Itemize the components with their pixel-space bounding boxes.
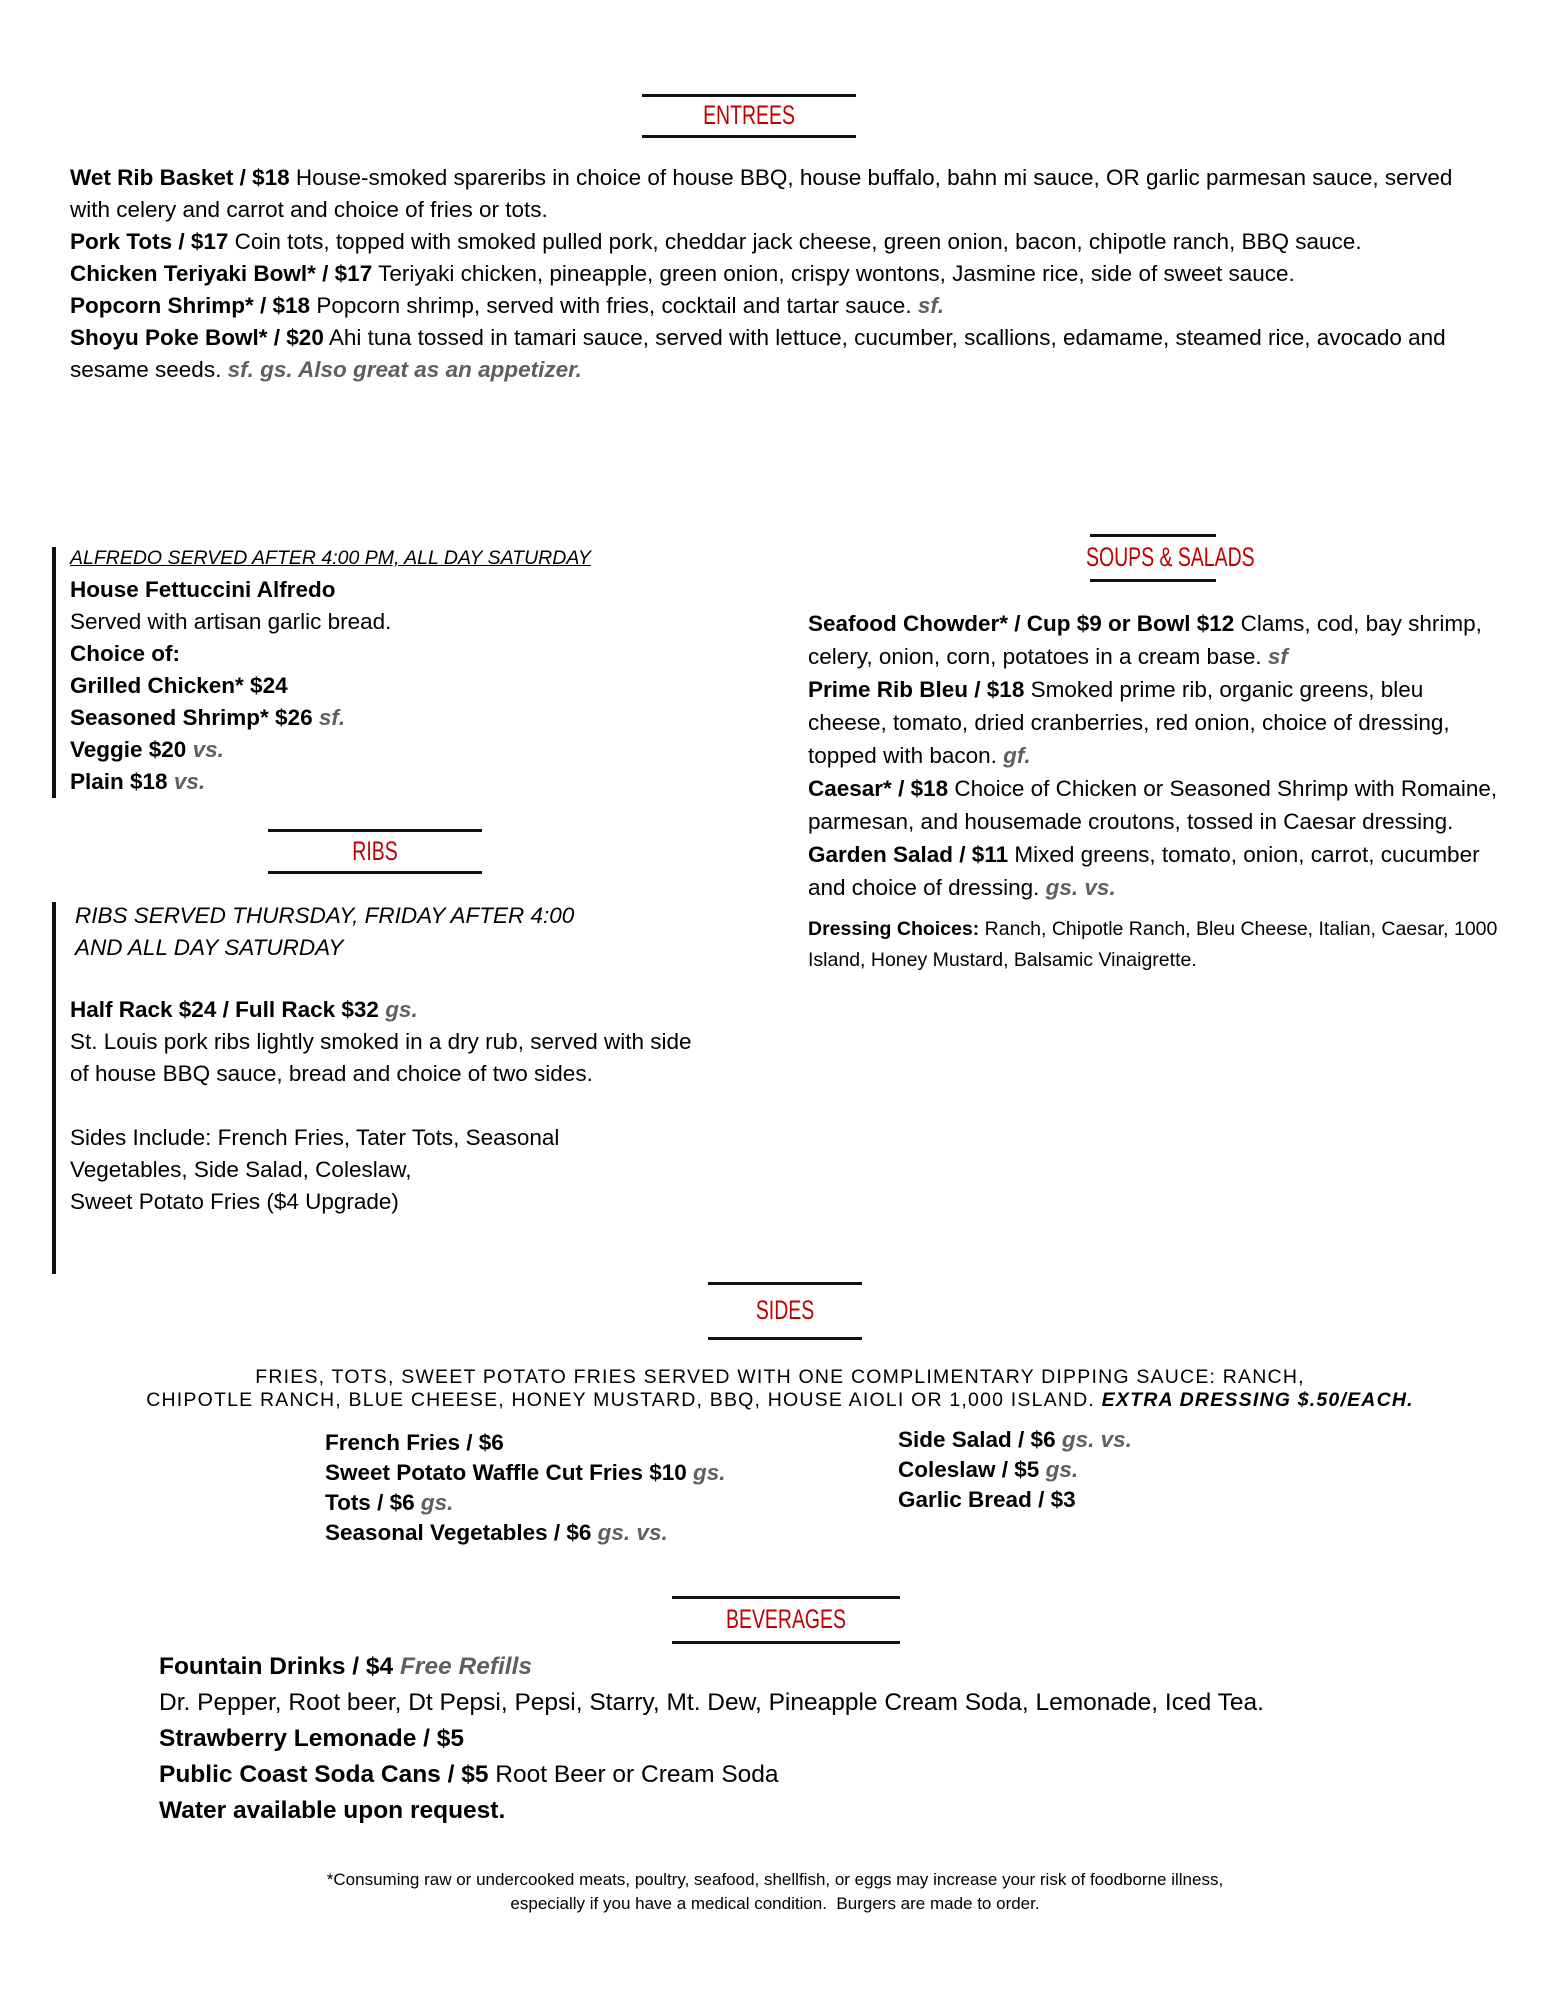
alfredo-choice-label: Choice of: — [70, 641, 180, 666]
heading-rule-bottom — [642, 135, 856, 138]
heading-rule-top — [268, 829, 482, 832]
diet-tag: gs. — [420, 1490, 454, 1515]
diet-tag: gf. — [1003, 743, 1031, 768]
item-name: Prime Rib Bleu / $18 — [808, 677, 1025, 702]
side-item — [898, 1485, 1298, 1515]
alfredo-option — [70, 702, 710, 734]
diet-tag: gs. — [1045, 1457, 1079, 1482]
side-item — [325, 1518, 845, 1548]
item-desc: Ahi tuna tossed in tamari sauce, served with lettuce, cucumber, scallions, edamame, steamed rice, avocado and sesame seeds. — [70, 325, 1446, 382]
ribs-sides-line: Sides Include: French Fries, Tater Tots, Seasonal — [70, 1125, 560, 1150]
alfredo-title: House Fettuccini Alfredo — [70, 577, 336, 602]
ribs-sides-line: Sweet Potato Fries ($4 Upgrade) — [70, 1189, 399, 1214]
footer-line: especially if you have a medical condition. Burgers are made to order. — [510, 1894, 1040, 1913]
alfredo-option — [70, 766, 710, 798]
alfredo-desc: Served with artisan garlic bread. — [70, 609, 392, 634]
entrees-heading-label: ENTREES — [703, 99, 795, 130]
fountain-list: Dr. Pepper, Root beer, Dt Pepsi, Pepsi, Starry, Mt. Dew, Pineapple Cream Soda, Lemonade, Iced Tea. — [159, 1689, 1264, 1716]
item-desc: House-smoked spareribs in choice of house BBQ, house buffalo, bahn mi sauce, OR garlic parmesan sauce, served with celery and carrot and choice of fries or tots. — [70, 165, 1453, 222]
entrees-list — [70, 162, 1490, 386]
sides-list-right — [898, 1425, 1298, 1515]
ribs-block — [75, 900, 715, 964]
heading-rule-bottom — [708, 1337, 862, 1340]
heading-rule-bottom — [672, 1641, 900, 1644]
diet-tag: sf. — [318, 705, 346, 730]
item-name: Side Salad / $6 — [898, 1427, 1056, 1452]
side-item — [325, 1428, 845, 1458]
item-name: Pork Tots / $17 — [70, 229, 229, 254]
heading-rule-top — [672, 1596, 900, 1599]
footer-line: *Consuming raw or undercooked meats, poultry, seafood, shellfish, or eggs may increase your risk of foodborne illness, — [326, 1870, 1224, 1889]
item-name: Chicken Teriyaki Bowl* / $17 — [70, 261, 373, 286]
diet-tag: vs. — [192, 737, 224, 762]
heading-rule-top — [1090, 534, 1216, 537]
item-name: Sweet Potato Waffle Cut Fries $10 — [325, 1460, 687, 1485]
sides-heading — [708, 1282, 862, 1340]
heading-rule-top — [708, 1282, 862, 1285]
sides-note — [40, 1366, 1520, 1412]
sides-note-line — [40, 1389, 1520, 1412]
item-name: Wet Rib Basket / $18 — [70, 165, 290, 190]
diet-tag: gs. — [385, 997, 418, 1022]
item-desc: Smoked prime rib, organic greens, bleu cheese, tomato, dried cranberries, red onion, choice of dressing, topped with bacon. — [808, 677, 1450, 768]
soup-item — [808, 772, 1498, 838]
option-name: Seasoned Shrimp* $26 — [70, 705, 313, 730]
footer-disclaimer — [200, 1868, 1350, 1916]
water-note: Water available upon request. — [159, 1797, 506, 1824]
entree-item — [70, 322, 1490, 386]
alfredo-option — [70, 734, 710, 766]
entree-item — [70, 226, 1490, 258]
option-name: Veggie $20 — [70, 737, 187, 762]
item-name: Public Coast Soda Cans / $5 — [159, 1761, 489, 1788]
entree-item — [70, 162, 1490, 226]
item-name: Popcorn Shrimp* / $18 — [70, 293, 311, 318]
entrees-heading — [642, 94, 856, 138]
heading-rule-bottom — [1090, 579, 1216, 582]
ribs-notice-line: AND ALL DAY SATURDAY — [75, 935, 344, 960]
side-item — [898, 1425, 1298, 1455]
item-desc: Choice of Chicken or Seasoned Shrimp with Romaine, parmesan, and housemade croutons, tossed in Caesar dressing. — [808, 776, 1498, 834]
dressing-choices — [808, 914, 1498, 976]
item-name: Tots / $6 — [325, 1490, 415, 1515]
alfredo-block — [70, 542, 710, 798]
ribs-notice-line: RIBS SERVED THURSDAY, FRIDAY AFTER 4:00 — [75, 903, 575, 928]
beverage-item — [159, 1757, 1459, 1793]
soups-heading — [1086, 534, 1255, 582]
diet-tag: sf. gs. Also great as an appetizer. — [227, 357, 582, 382]
beverages-heading-label: BEVERAGES — [726, 1603, 846, 1634]
beverage-item: Strawberry Lemonade / $5 — [159, 1725, 465, 1752]
beverage-item — [159, 1649, 1459, 1685]
item-name: French Fries / $6 — [325, 1430, 504, 1455]
ribs-left-bar — [52, 902, 56, 1274]
side-item — [325, 1458, 845, 1488]
item-name: Shoyu Poke Bowl* / $20 — [70, 325, 324, 350]
soup-item — [808, 607, 1498, 673]
soup-item — [808, 838, 1498, 904]
alfredo-option — [70, 670, 710, 702]
diet-tag: sf. — [917, 293, 945, 318]
diet-tag: gs. vs. — [1061, 1427, 1132, 1452]
item-name: Garden Salad / $11 — [808, 842, 1009, 867]
ribs-sides-line: Vegetables, Side Salad, Coleslaw, — [70, 1157, 412, 1182]
item-name: Coleslaw / $5 — [898, 1457, 1040, 1482]
diet-tag: vs. — [173, 769, 206, 794]
item-name: Seasonal Vegetables / $6 — [325, 1520, 592, 1545]
dressing-label: Dressing Choices: — [808, 918, 980, 940]
entree-item — [70, 258, 1490, 290]
side-item — [325, 1488, 845, 1518]
sides-list-left — [325, 1428, 845, 1548]
alfredo-left-bar — [52, 547, 56, 798]
item-desc: Coin tots, topped with smoked pulled pork, cheddar jack cheese, green onion, bacon, chipotle ranch, BBQ sauce. — [228, 229, 1362, 254]
diet-tag: gs. — [693, 1460, 726, 1485]
item-desc: Root Beer or Cream Soda — [488, 1761, 779, 1788]
beverages-heading — [672, 1596, 900, 1644]
side-item — [898, 1455, 1298, 1485]
soups-heading-label: SOUPS & SALADS — [1086, 541, 1255, 572]
sides-note-line: FRIES, TOTS, SWEET POTATO FRIES SERVED WITH ONE COMPLIMENTARY DIPPING SAUCE: RANCH, — [255, 1366, 1305, 1388]
ribs-desc: St. Louis pork ribs lightly smoked in a dry rub, served with side of house BBQ sauce, bread and choice of two sides. — [70, 1029, 692, 1086]
item-desc: Mixed greens, tomato, onion, carrot, cucumber and choice of dressing. — [808, 842, 1480, 900]
item-name: Caesar* / $18 — [808, 776, 949, 801]
item-desc: Clams, cod, bay shrimp, celery, onion, corn, potatoes in a cream base. — [808, 611, 1482, 669]
ribs-heading — [268, 829, 482, 874]
diet-tag: gs. vs. — [597, 1520, 668, 1545]
diet-tag: sf — [1267, 644, 1288, 669]
extra-dressing-note: EXTRA DRESSING $.50/EACH. — [1101, 1389, 1414, 1411]
alfredo-notice: ALFREDO SERVED AFTER 4:00 PM, ALL DAY SATURDAY — [70, 547, 591, 569]
heading-rule-bottom — [268, 871, 482, 874]
beverages-list — [159, 1649, 1459, 1829]
ribs-title — [70, 994, 700, 1026]
option-name: Plain $18 — [70, 769, 168, 794]
ribs-heading-label: RIBS — [352, 835, 398, 866]
option-name: Grilled Chicken* $24 — [70, 673, 288, 698]
soup-item — [808, 673, 1498, 772]
ribs-details — [70, 994, 700, 1218]
sides-heading-label: SIDES — [755, 1294, 815, 1325]
item-desc: Popcorn shrimp, served with fries, cocktail and tartar sauce. — [310, 293, 918, 318]
free-refills-tag: Free Refills — [399, 1653, 533, 1680]
entree-item — [70, 290, 1490, 322]
item-desc: Teriyaki chicken, pineapple, green onion, crispy wontons, Jasmine rice, side of sweet sauce. — [372, 261, 1295, 286]
heading-rule-top — [642, 94, 856, 97]
item-name: Fountain Drinks / $4 — [159, 1653, 394, 1680]
soups-list — [808, 607, 1498, 976]
dressing-list: Ranch, Chipotle Ranch, Bleu Cheese, Italian, Caesar, 1000 Island, Honey Mustard, Balsamic Vinaigrette. — [808, 918, 1498, 971]
item-name: Half Rack $24 / Full Rack $32 — [70, 997, 379, 1022]
item-name: Garlic Bread / $3 — [898, 1487, 1076, 1512]
sides-note-text: CHIPOTLE RANCH, BLUE CHEESE, HONEY MUSTARD, BBQ, HOUSE AIOLI OR 1,000 ISLAND. — [146, 1389, 1102, 1411]
diet-tag: gs. vs. — [1045, 875, 1116, 900]
item-name: Seafood Chowder* / Cup $9 or Bowl $12 — [808, 611, 1235, 636]
